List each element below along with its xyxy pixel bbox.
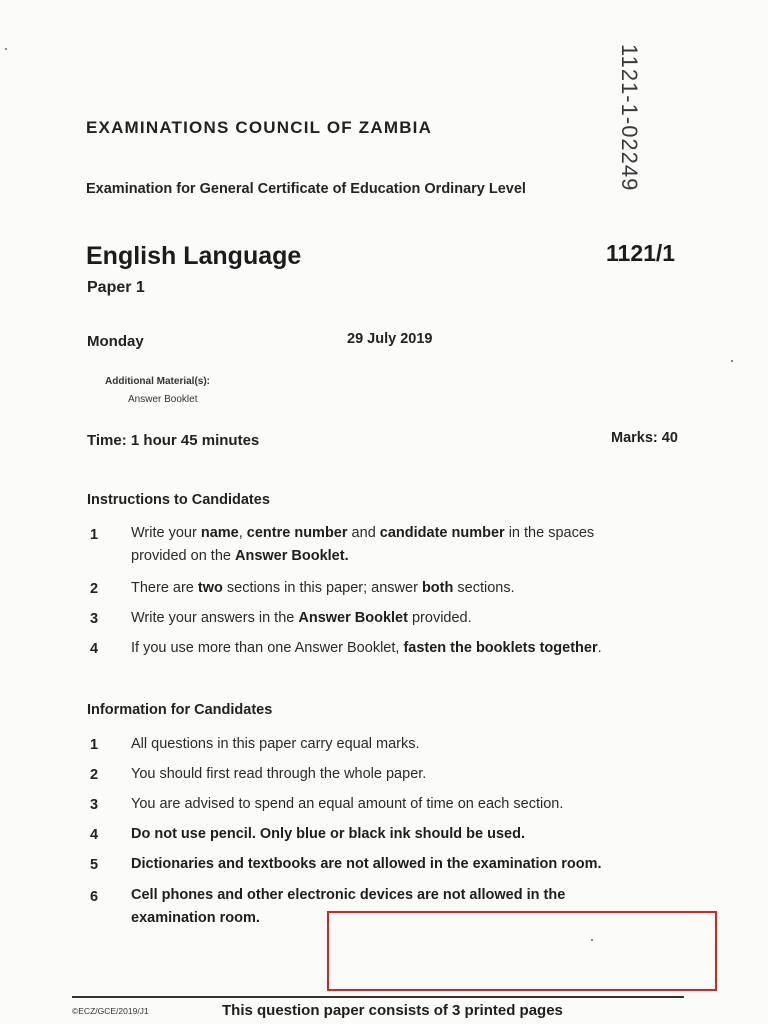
additional-materials-label: Additional Material(s): — [105, 376, 211, 387]
subject-title: English Language — [86, 242, 302, 270]
footer-rule — [72, 996, 684, 998]
information-item: Dictionaries and textbooks are not allowed in the examination room. — [131, 856, 602, 872]
information-number: 4 — [90, 827, 99, 843]
paper-number: Paper 1 — [87, 279, 145, 296]
information-item: All questions in this paper carry equal marks. — [131, 736, 420, 752]
paper-serial-number: 1121-1-02249 — [617, 44, 642, 192]
information-number: 1 — [90, 737, 99, 753]
information-item: Do not use pencil. Only blue or black ink should be used. — [131, 826, 525, 842]
information-number: 5 — [90, 857, 99, 873]
exam-day: Monday — [87, 333, 144, 350]
scan-speck — [731, 360, 733, 362]
instruction-item: Write your name, centre number and candidate number in the spaces provided on the Answer Booklet. — [131, 525, 595, 564]
highlight-box — [327, 911, 717, 991]
instruction-number: 3 — [90, 611, 99, 627]
additional-materials-item: Answer Booklet — [128, 394, 198, 405]
exam-title: Examination for General Certificate of Education Ordinary Level — [86, 181, 526, 197]
instructions-heading: Instructions to Candidates — [87, 492, 270, 508]
information-number: 2 — [90, 767, 99, 783]
footer-page-count: This question paper consists of 3 printed pages — [222, 1002, 563, 1019]
instruction-number: 2 — [90, 581, 99, 597]
instruction-item: If you use more than one Answer Booklet, fasten the booklets together. — [131, 640, 602, 656]
information-item: You should first read through the whole paper. — [131, 766, 427, 782]
instruction-item: There are two sections in this paper; answer both sections. — [131, 580, 515, 596]
total-marks: Marks: 40 — [611, 430, 678, 446]
paper-code: 1121/1 — [606, 240, 676, 266]
information-heading: Information for Candidates — [87, 702, 273, 718]
information-item: Cell phones and other electronic devices are not allowed in the examination room. — [131, 887, 566, 926]
information-number: 6 — [90, 889, 99, 905]
instruction-item: Write your answers in the Answer Booklet provided. — [131, 610, 472, 626]
exam-duration: Time: 1 hour 45 minutes — [87, 432, 260, 449]
footer-copyright: ©ECZ/GCE/2019/J1 — [72, 1006, 149, 1016]
information-number: 3 — [90, 797, 99, 813]
exam-date: 29 July 2019 — [347, 331, 433, 347]
scan-speck — [5, 48, 7, 50]
instruction-number: 1 — [90, 527, 99, 543]
scan-speck — [591, 939, 593, 941]
instruction-number: 4 — [90, 641, 99, 657]
council-title: EXAMINATIONS COUNCIL OF ZAMBIA — [86, 118, 433, 137]
information-item: You are advised to spend an equal amount of time on each section. — [131, 796, 564, 812]
